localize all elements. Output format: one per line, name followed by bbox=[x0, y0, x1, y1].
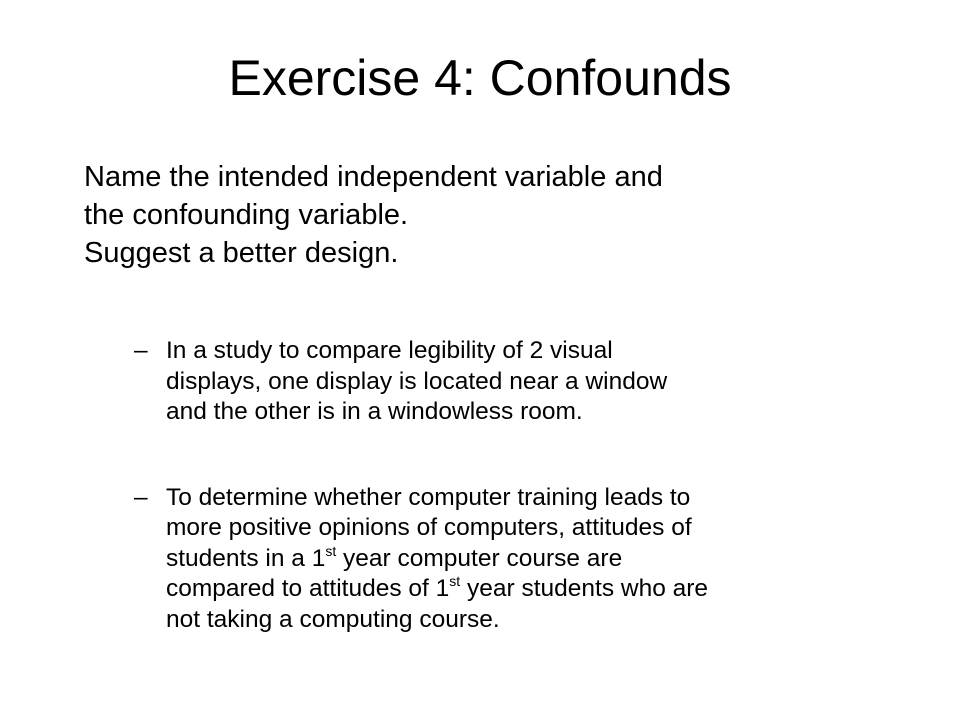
intro-line: the confounding variable. bbox=[84, 199, 409, 231]
ordinal-suffix: st bbox=[449, 573, 461, 589]
bullet-line-part: year students who are bbox=[460, 575, 709, 602]
intro-line: Name the intended independent variable and bbox=[84, 161, 663, 193]
bullet-line-part: year computer course are bbox=[336, 544, 623, 572]
bullet-item-legibility bbox=[134, 336, 904, 428]
ordinal-suffix: st bbox=[325, 542, 337, 559]
intro-line: Suggest a better design. bbox=[84, 237, 399, 269]
bullet-line: not taking a computing course. bbox=[166, 605, 500, 633]
bullet-line: In a study to compare legibility of 2 visual bbox=[166, 337, 613, 364]
bullet-line: To determine whether computer training leads to bbox=[166, 483, 691, 511]
bullet-line-part: compared to attitudes of 1 bbox=[166, 575, 450, 602]
intro-text bbox=[84, 158, 904, 272]
bullet-line-part: students in a 1 bbox=[166, 544, 326, 572]
bullet-line: and the other is in a windowless room. bbox=[166, 398, 583, 425]
bullet-list bbox=[134, 336, 904, 635]
bullet-line: more positive opinions of computers, attitudes of bbox=[166, 514, 692, 541]
slide-title: Exercise 4: Confounds bbox=[228, 50, 732, 106]
bullet-dash: – bbox=[134, 483, 148, 511]
bullet-dash: – bbox=[134, 337, 148, 364]
bullet-line: displays, one display is located near a window bbox=[166, 367, 668, 395]
bullet-item-computer-training bbox=[134, 483, 904, 636]
